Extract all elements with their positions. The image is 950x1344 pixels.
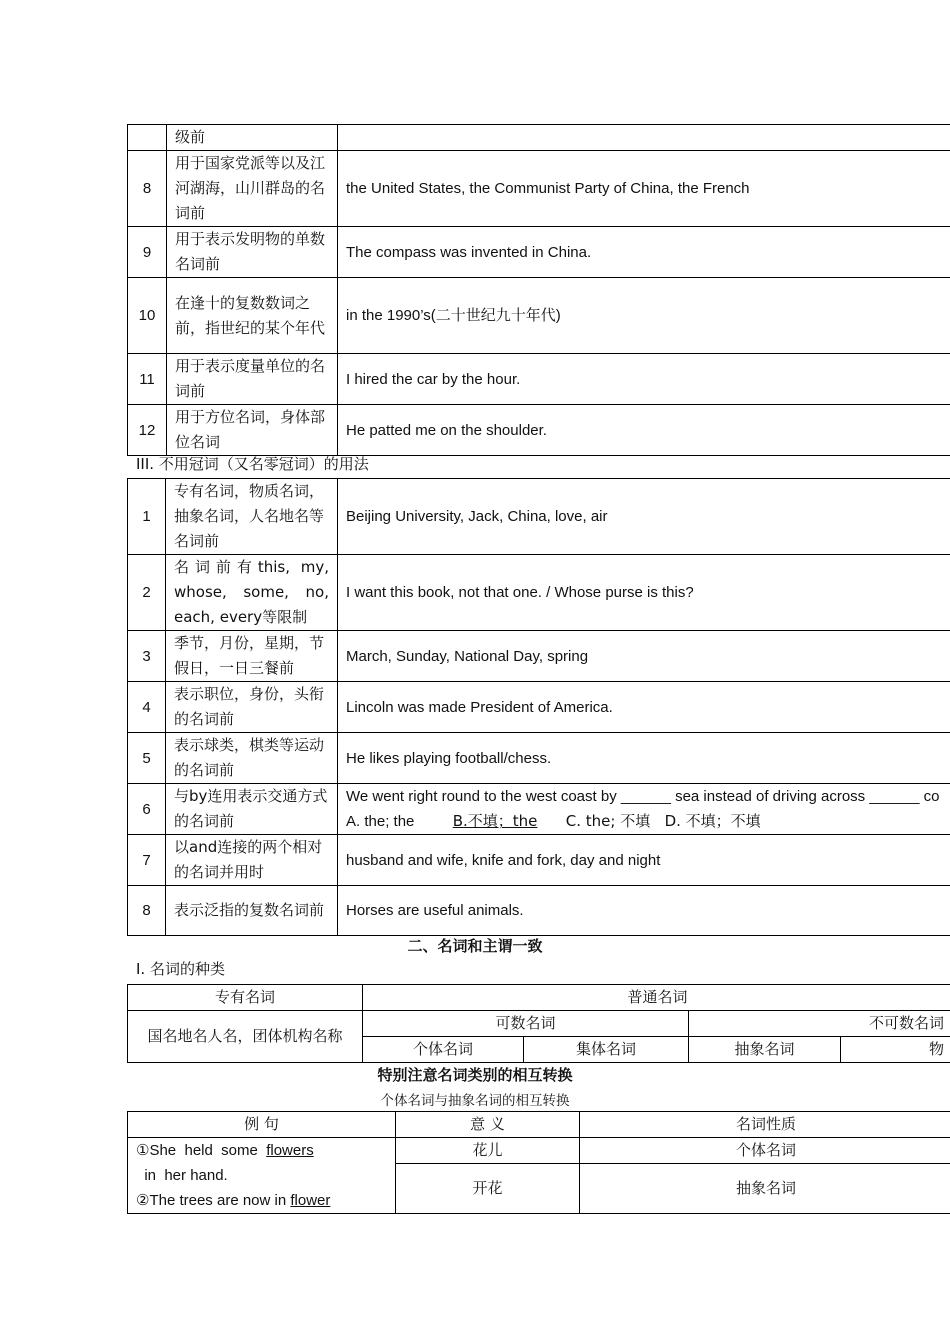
row-number: 11 xyxy=(128,354,167,405)
usage-cell: 级前 xyxy=(167,125,338,151)
example-cell: Beijing University, Jack, China, love, air xyxy=(338,479,950,555)
usage-cell: 用于国家党派等以及江河湖海，山川群岛的名词前 xyxy=(167,151,338,227)
table-row xyxy=(128,151,950,227)
usage-cell: 表示职位，身份，头衔的名词前 xyxy=(166,682,338,733)
row-number xyxy=(128,125,167,151)
abstract-noun-cell: 抽象名词 xyxy=(689,1037,841,1063)
header-nature: 名词性质 xyxy=(580,1112,950,1138)
table-row xyxy=(128,733,950,784)
example-cell: I want this book, not that one. / Whose purse is this? xyxy=(338,555,950,631)
example-cell: He patted me on the shoulder. xyxy=(338,405,950,456)
option-b: B.不填；the xyxy=(452,812,538,830)
special-note-title: 特别注意名词类别的相互转换 xyxy=(377,1066,573,1084)
row-number: 1 xyxy=(128,479,166,555)
table-row xyxy=(128,886,950,936)
example-cell: March, Sunday, National Day, spring xyxy=(338,631,950,682)
row-number: 3 xyxy=(128,631,166,682)
nature-cell: 抽象名词 xyxy=(580,1164,950,1214)
table-row xyxy=(128,784,950,835)
article-usage-table-continued xyxy=(127,124,950,456)
table-row xyxy=(128,354,950,405)
table-row xyxy=(128,1138,950,1164)
individual-noun-cell: 个体名词 xyxy=(363,1037,524,1063)
row-number: 8 xyxy=(128,886,166,936)
header-example: 例 句 xyxy=(128,1112,396,1138)
countable-noun-header: 可数名词 xyxy=(363,1011,689,1037)
usage-cell: 专有名词，物质名词，抽象名词，人名地名等名词前 xyxy=(166,479,338,555)
table-row xyxy=(128,227,950,278)
usage-cell: 与by连用表示交通方式的名词前 xyxy=(166,784,338,835)
meaning-cell: 花儿 xyxy=(396,1138,580,1164)
row-number: 2 xyxy=(128,555,166,631)
table-row xyxy=(128,1112,950,1138)
usage-cell: 表示球类，棋类等运动的名词前 xyxy=(166,733,338,784)
row-number: 7 xyxy=(128,835,166,886)
table-row xyxy=(128,125,950,151)
option-c: C. the; 不填 xyxy=(565,812,651,830)
row-number: 9 xyxy=(128,227,167,278)
section-heading-zero-article: III. 不用冠词（又名零冠词）的用法 xyxy=(136,455,369,473)
example-cell: Horses are useful animals. xyxy=(338,886,950,936)
example-cell: in the 1990’s(二十世纪九十年代) xyxy=(338,278,950,354)
question-stem: We went right round to the west coast by ______ sea instead of driving across ______ co xyxy=(346,788,940,805)
uncountable-noun-header: 不可数名词 xyxy=(689,1011,950,1037)
row-number: 12 xyxy=(128,405,167,456)
zero-article-table xyxy=(127,478,950,936)
example-sentence-2: ②The trees are now in flower xyxy=(136,1192,331,1209)
proper-noun-description: 国名地名人名，团体机构名称 xyxy=(128,1011,363,1063)
table-row xyxy=(128,278,950,354)
row-number: 10 xyxy=(128,278,167,354)
section-heading-noun-types: I. 名词的种类 xyxy=(136,960,225,978)
noun-types-table xyxy=(127,984,950,1063)
table-row xyxy=(128,1011,950,1037)
example-sentences-cell xyxy=(128,1138,396,1214)
collective-noun-cell: 集体名词 xyxy=(524,1037,689,1063)
header-meaning: 意 义 xyxy=(396,1112,580,1138)
example-cell: I hired the car by the hour. xyxy=(338,354,950,405)
noun-conversion-table xyxy=(127,1111,950,1214)
underlined-word: flowers xyxy=(266,1142,314,1159)
material-noun-cell: 物 xyxy=(841,1037,950,1063)
usage-cell: 用于表示度量单位的名词前 xyxy=(167,354,338,405)
example-cell xyxy=(338,784,950,835)
table-row xyxy=(128,682,950,733)
nature-cell: 个体名词 xyxy=(580,1138,950,1164)
row-number: 5 xyxy=(128,733,166,784)
example-cell: husband and wife, knife and fork, day and night xyxy=(338,835,950,886)
underlined-word: flower xyxy=(290,1192,331,1209)
usage-cell: 在逢十的复数数词之前，指世纪的某个年代 xyxy=(167,278,338,354)
example-sentence-1: ①She held some flowers in her hand. xyxy=(136,1142,314,1184)
table-row xyxy=(128,479,950,555)
usage-cell: 名词前有this, my, whose, some, no, each, every等限制 xyxy=(166,555,338,631)
table-row xyxy=(128,631,950,682)
example-cell: Lincoln was made President of America. xyxy=(338,682,950,733)
row-number: 4 xyxy=(128,682,166,733)
usage-cell: 用于表示发明物的单数名词前 xyxy=(167,227,338,278)
row-number: 6 xyxy=(128,784,166,835)
conversion-subtitle: 个体名词与抽象名词的相互转换 xyxy=(380,1093,570,1109)
meaning-cell: 开花 xyxy=(396,1164,580,1214)
chapter-title: 二、名词和主谓一致 xyxy=(407,937,543,955)
example-cell: The compass was invented in China. xyxy=(338,227,950,278)
usage-cell: 用于方位名词，身体部位名词 xyxy=(167,405,338,456)
usage-cell: 季节，月份，星期，节假日，一日三餐前 xyxy=(166,631,338,682)
row-number: 8 xyxy=(128,151,167,227)
proper-noun-header: 专有名词 xyxy=(128,985,363,1011)
example-cell: the United States, the Communist Party of China, the French xyxy=(338,151,950,227)
option-a: A. the; the xyxy=(346,813,415,830)
table-row xyxy=(128,835,950,886)
common-noun-header: 普通名词 xyxy=(363,985,950,1011)
example-cell xyxy=(338,125,950,151)
usage-cell: 表示泛指的复数名词前 xyxy=(166,886,338,936)
option-d: D. 不填；不填 xyxy=(664,812,761,830)
table-row xyxy=(128,405,950,456)
table-row xyxy=(128,985,950,1011)
table-row xyxy=(128,555,950,631)
usage-cell: 以and连接的两个相对的名词并用时 xyxy=(166,835,338,886)
question-options xyxy=(346,809,944,834)
example-cell: He likes playing football/chess. xyxy=(338,733,950,784)
